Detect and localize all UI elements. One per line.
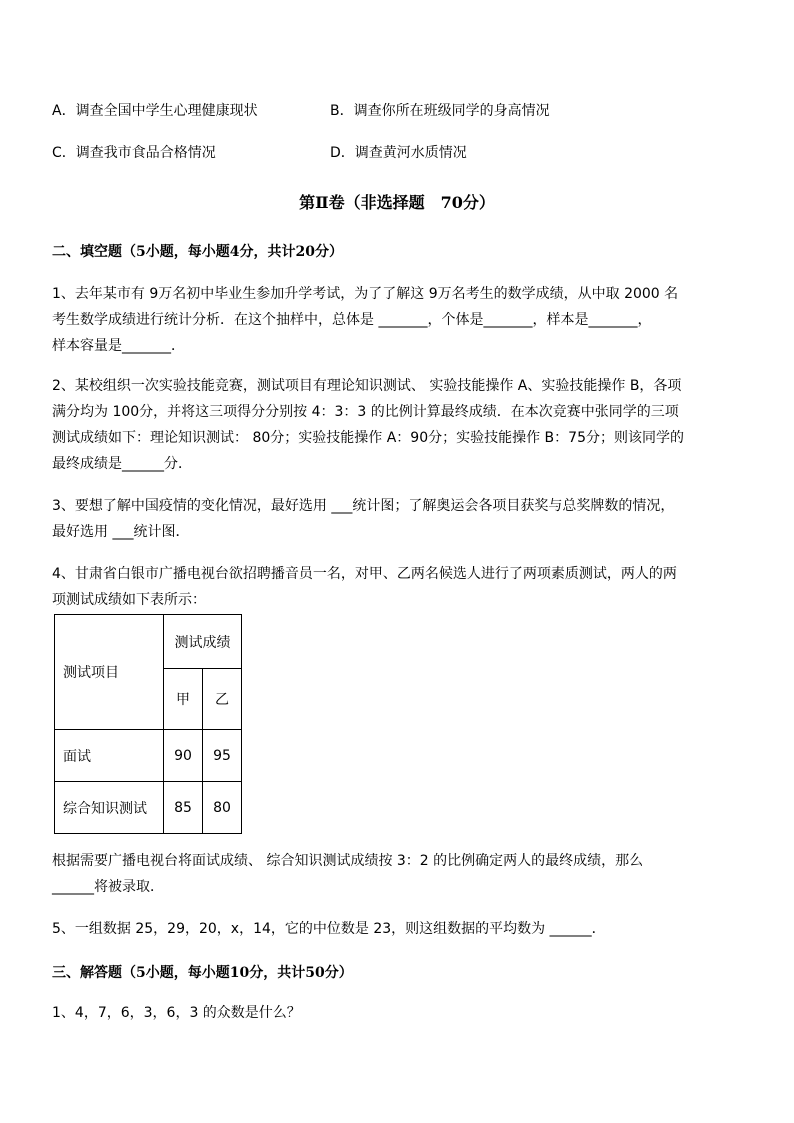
table-row: [55, 730, 242, 782]
answer-question-1: [52, 1000, 742, 1026]
question-line: 最终成绩是______分．: [52, 456, 192, 472]
question-line: 样本容量是_______．: [52, 338, 185, 354]
question-line: 考生数学成绩进行统计分析．在这个抽样中，总体是 _______，个体是_______，样本是_______，: [52, 312, 652, 328]
option-d: D．调查黄河水质情况: [330, 145, 467, 161]
question-line: 2、某校组织一次实验技能竞赛，测试项目有理论知识测试、 实验技能操作 A、实验技能操作 B，各项: [52, 378, 682, 394]
fill-question-1: [52, 281, 742, 359]
question-line: ______将被录取．: [52, 879, 164, 895]
question-line: 满分均为 100分，并将这三项得分分别按 4：3：3 的比例计算最终成绩．在本次竞赛中张同学的三项: [52, 404, 679, 420]
option-b: B．调查你所在班级同学的身高情况: [330, 103, 550, 119]
volume-title: 第Ⅱ卷（非选择题 70分）: [299, 193, 495, 212]
question-line: 1、去年某市有 9万名初中毕业生参加升学考试，为了了解这 9万名考生的数学成绩，从中取 2000 名: [52, 286, 679, 302]
table-row-label: 综合知识测试: [55, 782, 164, 834]
question-line: 测试成绩如下：理论知识测试： 80分；实验技能操作 A：90分；实验技能操作 B：75分；则该同学的: [52, 430, 684, 446]
table-cell: 90: [164, 730, 203, 782]
table-cell: 95: [203, 730, 242, 782]
table-row-header: 测试项目: [55, 615, 164, 730]
table-row: [55, 782, 242, 834]
option-a: A．调查全国中学生心理健康现状: [52, 103, 258, 119]
table-cell: 80: [203, 782, 242, 834]
fill-question-4: [52, 561, 742, 613]
section-2-title: 二、填空题（5小题，每小题4分，共计20分）: [52, 244, 343, 260]
question-line: 4、甘肃省白银市广播电视台欲招聘播音员一名，对甲、乙两名候选人进行了两项素质测试，两人的两: [52, 566, 677, 582]
question-line: 3、要想了解中国疫情的变化情况，最好选用 ___统计图；了解奥运会各项目获奖与总奖牌数的情况，: [52, 498, 675, 514]
question-line: 最好选用 ___统计图．: [52, 524, 190, 540]
question-line: 1、4，7，6，3，6，3 的众数是什么？: [52, 1005, 301, 1021]
table-cell: 85: [164, 782, 203, 834]
question-line: 项测试成绩如下表所示：: [52, 592, 206, 608]
question-line: 根据需要广播电视台将面试成绩、 综合知识测试成绩按 3：2 的比例确定两人的最终成绩，那么: [52, 853, 644, 869]
table-row-label: 面试: [55, 730, 164, 782]
fill-question-5: [52, 916, 742, 942]
question-line: 5、一组数据 25，29，20，x，14，它的中位数是 23，则这组数据的平均数为 ______．: [52, 921, 606, 937]
table-column-header: 甲: [164, 669, 203, 730]
option-c: C．调查我市食品合格情况: [52, 145, 216, 161]
score-table: [54, 614, 242, 834]
section-3-title: 三、解答题（5小题，每小题10分，共计50分）: [52, 965, 353, 981]
table-column-header: 乙: [203, 669, 242, 730]
fill-question-2: [52, 373, 742, 477]
fill-question-4-continued: [52, 848, 742, 900]
fill-question-3: [52, 493, 742, 545]
table-group-header: 测试成绩: [164, 615, 242, 669]
